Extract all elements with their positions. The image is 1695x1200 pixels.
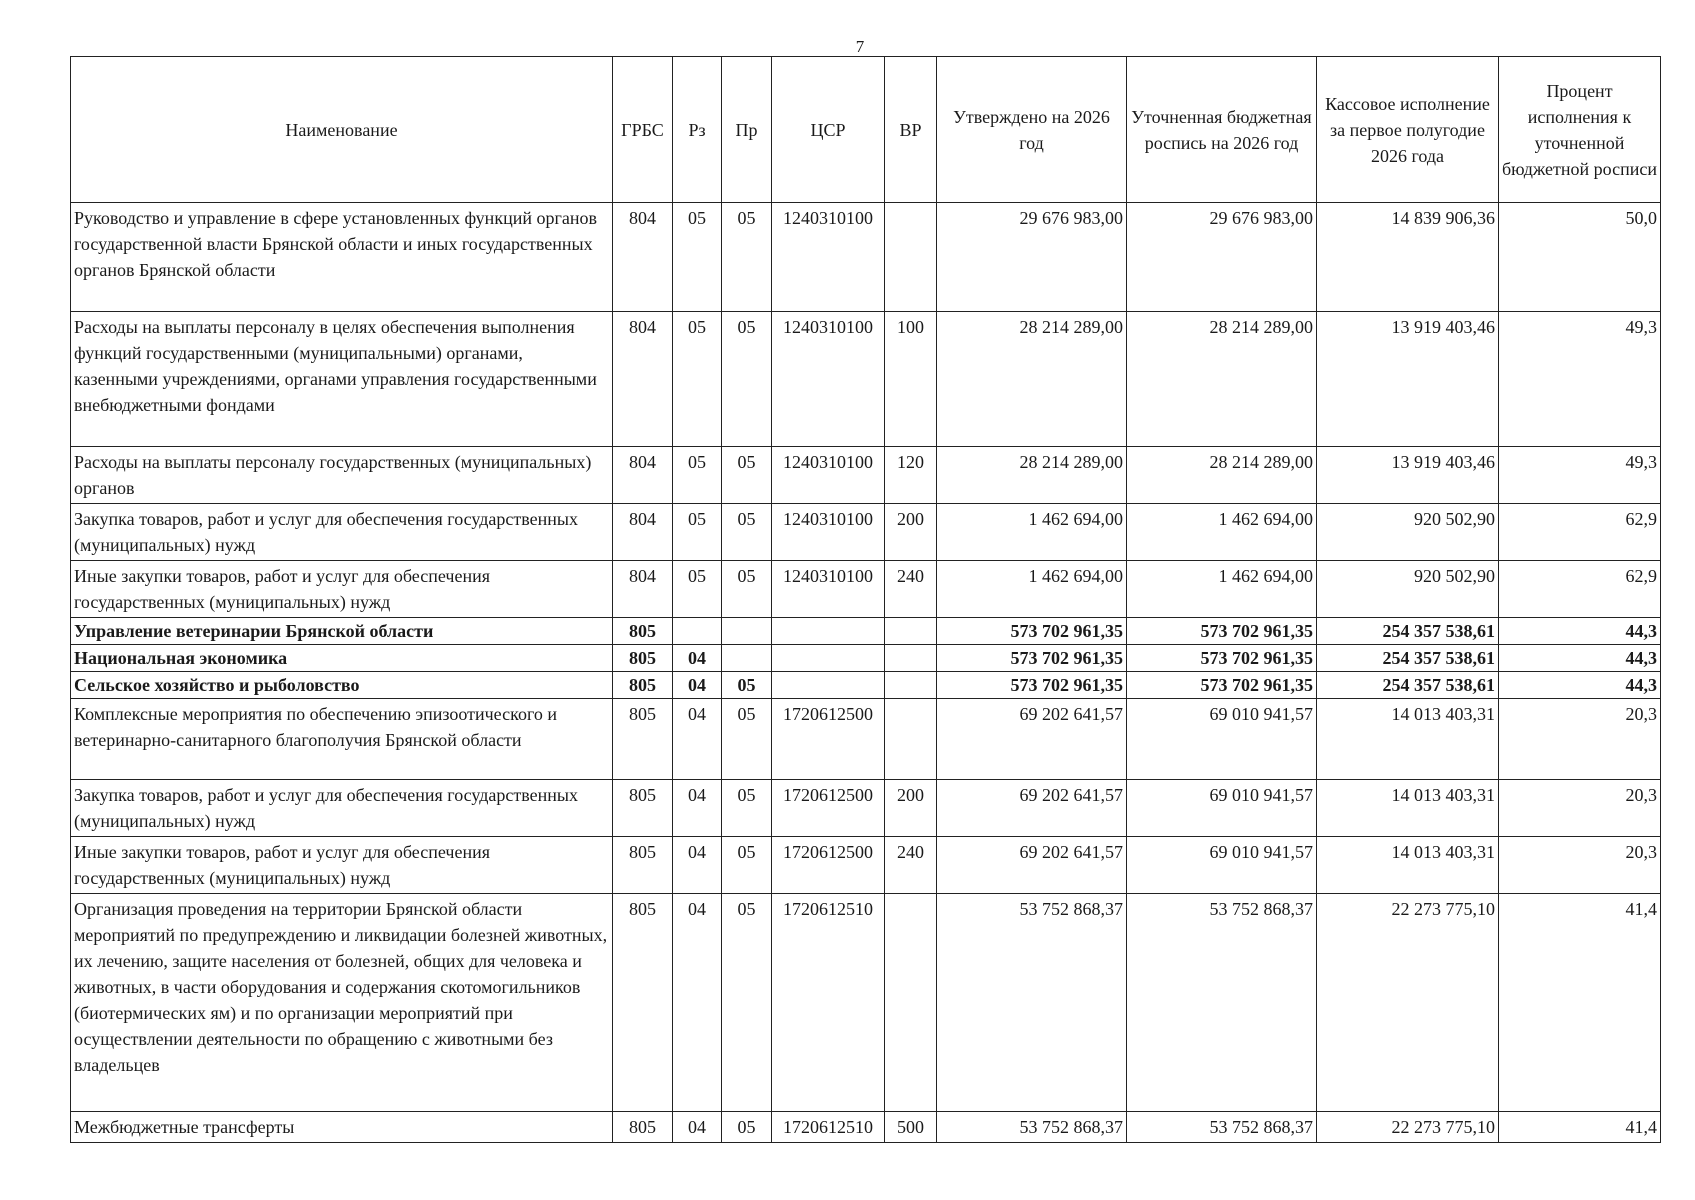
cell-csr: 1240310100	[772, 504, 885, 561]
cell-name: Иные закупки товаров, работ и услуг для обеспечения государственных (муниципальных) нужд	[71, 561, 613, 618]
header-pr: Пр	[722, 57, 772, 203]
cell-approved: 29 676 983,00	[937, 203, 1127, 312]
cell-grbs: 805	[613, 780, 673, 837]
table-header-row	[71, 57, 1661, 203]
cell-refined: 1 462 694,00	[1127, 561, 1317, 618]
cell-rz: 04	[673, 672, 722, 699]
cell-vr	[885, 618, 937, 645]
cell-rz: 05	[673, 504, 722, 561]
cell-grbs: 805	[613, 894, 673, 1112]
cell-pr: 05	[722, 894, 772, 1112]
cell-name: Расходы на выплаты персоналу государственных (муниципальных) органов	[71, 447, 613, 504]
cell-vr: 240	[885, 561, 937, 618]
header-grbs: ГРБС	[613, 57, 673, 203]
cell-grbs: 805	[613, 699, 673, 780]
cell-approved: 573 702 961,35	[937, 672, 1127, 699]
cell-refined: 69 010 941,57	[1127, 780, 1317, 837]
cell-refined: 573 702 961,35	[1127, 645, 1317, 672]
table-row	[71, 618, 1661, 645]
header-cash: Кассовое исполнение за первое полугодие 2026 года	[1317, 57, 1499, 203]
cell-name: Руководство и управление в сфере установленных функций органов государственной власти Брянской области и иных государственных органов Брянской области	[71, 203, 613, 312]
cell-grbs: 805	[613, 672, 673, 699]
cell-percent: 20,3	[1499, 699, 1661, 780]
cell-vr: 200	[885, 504, 937, 561]
cell-grbs: 804	[613, 561, 673, 618]
cell-approved: 69 202 641,57	[937, 699, 1127, 780]
cell-rz: 05	[673, 203, 722, 312]
cell-pr: 05	[722, 504, 772, 561]
cell-percent: 49,3	[1499, 447, 1661, 504]
cell-percent: 20,3	[1499, 780, 1661, 837]
table-row	[71, 645, 1661, 672]
table-row	[71, 699, 1661, 780]
header-csr: ЦСР	[772, 57, 885, 203]
page-number: 7	[855, 37, 865, 56]
cell-csr	[772, 618, 885, 645]
table-row	[71, 780, 1661, 837]
cell-refined: 53 752 868,37	[1127, 1112, 1317, 1143]
cell-rz: 05	[673, 447, 722, 504]
cell-csr: 1720612500	[772, 837, 885, 894]
table-row	[71, 561, 1661, 618]
cell-approved: 28 214 289,00	[937, 312, 1127, 447]
cell-cash: 14 839 906,36	[1317, 203, 1499, 312]
cell-rz: 04	[673, 894, 722, 1112]
cell-csr: 1240310100	[772, 312, 885, 447]
cell-percent: 41,4	[1499, 894, 1661, 1112]
cell-grbs: 805	[613, 645, 673, 672]
cell-vr	[885, 672, 937, 699]
header-rz: Рз	[673, 57, 722, 203]
cell-name: Сельское хозяйство и рыболовство	[71, 672, 613, 699]
cell-approved: 573 702 961,35	[937, 618, 1127, 645]
cell-pr: 05	[722, 561, 772, 618]
cell-pr: 05	[722, 780, 772, 837]
table-row	[71, 504, 1661, 561]
cell-cash: 920 502,90	[1317, 561, 1499, 618]
cell-rz: 05	[673, 312, 722, 447]
cell-cash: 14 013 403,31	[1317, 699, 1499, 780]
cell-percent: 20,3	[1499, 837, 1661, 894]
cell-csr: 1720612500	[772, 699, 885, 780]
cell-csr: 1240310100	[772, 447, 885, 504]
cell-percent: 49,3	[1499, 312, 1661, 447]
cell-pr: 05	[722, 672, 772, 699]
cell-cash: 254 357 538,61	[1317, 645, 1499, 672]
cell-pr: 05	[722, 1112, 772, 1143]
cell-rz: 04	[673, 699, 722, 780]
budget-table	[70, 56, 1661, 1143]
cell-approved: 53 752 868,37	[937, 1112, 1127, 1143]
cell-vr	[885, 699, 937, 780]
cell-refined: 28 214 289,00	[1127, 447, 1317, 504]
cell-percent: 44,3	[1499, 672, 1661, 699]
cell-vr: 240	[885, 837, 937, 894]
cell-name: Управление ветеринарии Брянской области	[71, 618, 613, 645]
cell-percent: 44,3	[1499, 645, 1661, 672]
cell-grbs: 805	[613, 618, 673, 645]
table-row	[71, 837, 1661, 894]
cell-name: Национальная экономика	[71, 645, 613, 672]
table-row	[71, 447, 1661, 504]
cell-csr: 1720612510	[772, 1112, 885, 1143]
cell-pr	[722, 618, 772, 645]
cell-pr: 05	[722, 312, 772, 447]
cell-percent: 62,9	[1499, 504, 1661, 561]
table-row	[71, 672, 1661, 699]
cell-approved: 28 214 289,00	[937, 447, 1127, 504]
cell-name: Организация проведения на территории Брянской области мероприятий по предупреждению и ликвидации болезней животных, их лечению, защите населения от болезней, общих для человека и животных, в части оборудования и содержания скотомогильников (биотермических ям) и по организации мероприятий при осуществлении деятельности по обращению с животными без владельцев	[71, 894, 613, 1112]
cell-name: Межбюджетные трансферты	[71, 1112, 613, 1143]
cell-csr	[772, 645, 885, 672]
cell-cash: 254 357 538,61	[1317, 618, 1499, 645]
cell-percent: 44,3	[1499, 618, 1661, 645]
cell-csr	[772, 672, 885, 699]
cell-refined: 573 702 961,35	[1127, 672, 1317, 699]
cell-rz: 04	[673, 837, 722, 894]
cell-percent: 41,4	[1499, 1112, 1661, 1143]
cell-rz: 04	[673, 1112, 722, 1143]
cell-name: Комплексные мероприятия по обеспечению эпизоотического и ветеринарно-санитарного благополучия Брянской области	[71, 699, 613, 780]
cell-rz: 05	[673, 561, 722, 618]
cell-cash: 14 013 403,31	[1317, 780, 1499, 837]
cell-cash: 254 357 538,61	[1317, 672, 1499, 699]
cell-name: Расходы на выплаты персоналу в целях обеспечения выполнения функций государственными (муниципальными) органами, казенными учреждениями, органами управления государственными внебюджетными фондами	[71, 312, 613, 447]
cell-grbs: 804	[613, 203, 673, 312]
cell-refined: 69 010 941,57	[1127, 699, 1317, 780]
cell-cash: 14 013 403,31	[1317, 837, 1499, 894]
header-name: Наименование	[71, 57, 613, 203]
cell-vr: 200	[885, 780, 937, 837]
cell-approved: 1 462 694,00	[937, 561, 1127, 618]
cell-rz	[673, 618, 722, 645]
cell-cash: 920 502,90	[1317, 504, 1499, 561]
cell-cash: 13 919 403,46	[1317, 312, 1499, 447]
cell-approved: 573 702 961,35	[937, 645, 1127, 672]
cell-approved: 69 202 641,57	[937, 780, 1127, 837]
cell-vr	[885, 203, 937, 312]
cell-vr	[885, 894, 937, 1112]
cell-grbs: 805	[613, 1112, 673, 1143]
cell-approved: 69 202 641,57	[937, 837, 1127, 894]
cell-percent: 50,0	[1499, 203, 1661, 312]
cell-name: Закупка товаров, работ и услуг для обеспечения государственных (муниципальных) нужд	[71, 780, 613, 837]
cell-refined: 53 752 868,37	[1127, 894, 1317, 1112]
table-row	[71, 894, 1661, 1112]
cell-rz: 04	[673, 780, 722, 837]
header-vr: ВР	[885, 57, 937, 203]
cell-vr	[885, 645, 937, 672]
cell-refined: 69 010 941,57	[1127, 837, 1317, 894]
cell-grbs: 804	[613, 504, 673, 561]
cell-cash: 22 273 775,10	[1317, 1112, 1499, 1143]
header-percent: Процент исполнения к уточненной бюджетной росписи	[1499, 57, 1661, 203]
cell-pr: 05	[722, 837, 772, 894]
table-row	[71, 203, 1661, 312]
cell-refined: 1 462 694,00	[1127, 504, 1317, 561]
header-approved: Утверждено на 2026 год	[937, 57, 1127, 203]
header-refined: Уточненная бюджетная роспись на 2026 год	[1127, 57, 1317, 203]
cell-rz: 04	[673, 645, 722, 672]
cell-vr: 500	[885, 1112, 937, 1143]
cell-pr	[722, 645, 772, 672]
cell-grbs: 804	[613, 312, 673, 447]
cell-refined: 28 214 289,00	[1127, 312, 1317, 447]
cell-name: Закупка товаров, работ и услуг для обеспечения государственных (муниципальных) нужд	[71, 504, 613, 561]
cell-grbs: 805	[613, 837, 673, 894]
cell-approved: 1 462 694,00	[937, 504, 1127, 561]
cell-csr: 1240310100	[772, 561, 885, 618]
cell-cash: 13 919 403,46	[1317, 447, 1499, 504]
cell-grbs: 804	[613, 447, 673, 504]
cell-refined: 573 702 961,35	[1127, 618, 1317, 645]
cell-vr: 100	[885, 312, 937, 447]
cell-name: Иные закупки товаров, работ и услуг для обеспечения государственных (муниципальных) нужд	[71, 837, 613, 894]
table-row	[71, 1112, 1661, 1143]
cell-csr: 1720612510	[772, 894, 885, 1112]
cell-approved: 53 752 868,37	[937, 894, 1127, 1112]
cell-pr: 05	[722, 447, 772, 504]
cell-refined: 29 676 983,00	[1127, 203, 1317, 312]
cell-csr: 1720612500	[772, 780, 885, 837]
cell-pr: 05	[722, 699, 772, 780]
cell-cash: 22 273 775,10	[1317, 894, 1499, 1112]
cell-vr: 120	[885, 447, 937, 504]
cell-csr: 1240310100	[772, 203, 885, 312]
cell-percent: 62,9	[1499, 561, 1661, 618]
cell-pr: 05	[722, 203, 772, 312]
table-row	[71, 312, 1661, 447]
